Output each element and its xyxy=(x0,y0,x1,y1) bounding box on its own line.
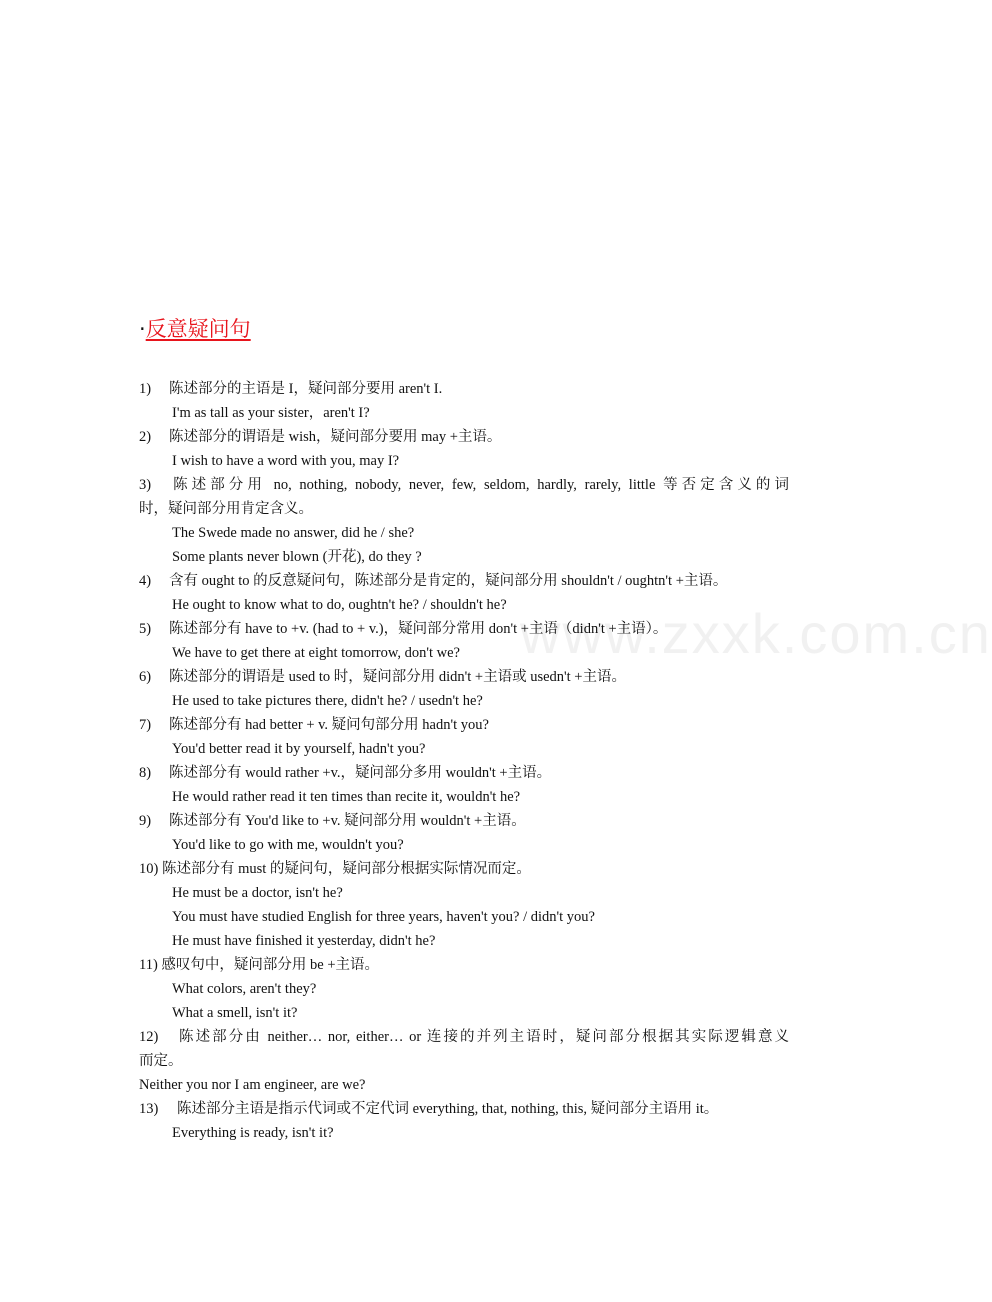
example-line: Everything is ready, isn't it? xyxy=(172,1125,334,1141)
rule-text: 陈述部分的谓语是 used to 时，疑问部分用 didn't +主语或 usedn't +主语。 xyxy=(169,669,626,685)
rule-text: 陈述部分主语是指示代词或不定代词 everything, that, nothing, this, 疑问部分主语用 it。 xyxy=(177,1101,719,1117)
rule-line xyxy=(139,569,789,593)
example-line: He ought to know what to do, oughtn't he? / shouldn't he? xyxy=(172,597,507,613)
rule-text: 陈述部分有 must 的疑问句，疑问部分根据实际情况而定。 xyxy=(161,861,531,877)
title-bullet: · xyxy=(139,317,146,341)
example-line: He used to take pictures there, didn't he? / usedn't he? xyxy=(172,693,483,709)
example-line: We have to get there at eight tomorrow, don't we? xyxy=(172,645,460,661)
item-number: 12) xyxy=(139,1029,159,1045)
rule-line xyxy=(139,809,789,833)
item-number: 6) xyxy=(139,669,152,685)
rule-line xyxy=(139,1097,789,1121)
rule-line xyxy=(139,1025,789,1049)
example-line: I'm as tall as your sister，aren't I? xyxy=(172,405,370,421)
rule-text: 感叹句中，疑问部分用 be +主语。 xyxy=(161,957,380,973)
rule-text: 陈述部分有 have to +v. (had to + v.)，疑问部分常用 don't +主语（didn't +主语）。 xyxy=(169,621,668,637)
item-number: 1) xyxy=(139,381,152,397)
item-number: 10) xyxy=(139,861,159,877)
rule-continuation: 而定。 xyxy=(139,1053,183,1069)
example-line: What a smell, isn't it? xyxy=(172,1005,298,1021)
rule-continuation: 时，疑问部分用肯定含义。 xyxy=(139,501,313,517)
example-line: You'd better read it by yourself, hadn't you? xyxy=(172,741,426,757)
item-number: 4) xyxy=(139,573,152,589)
item-number: 13) xyxy=(139,1101,159,1117)
rule-text: 陈述部分有 would rather +v.，疑问部分多用 wouldn't +主语。 xyxy=(169,765,552,781)
item-number: 7) xyxy=(139,717,152,733)
example-line: He must have finished it yesterday, didn't he? xyxy=(172,933,436,949)
rule-text: 含有 ought to 的反意疑问句，陈述部分是肯定的，疑问部分用 shouldn't / oughtn't +主语。 xyxy=(169,573,728,589)
item-number: 9) xyxy=(139,813,152,829)
watermark: www.zxxk.com.cn xyxy=(520,602,992,665)
example-line: He would rather read it ten times than recite it, wouldn't he? xyxy=(172,789,521,805)
example-line: What colors, aren't they? xyxy=(172,981,317,997)
item-number: 2) xyxy=(139,429,152,445)
rule-text: 陈述部分有 had better + v. 疑问句部分用 hadn't you? xyxy=(169,717,489,733)
example-line: Some plants never blown (开花), do they ? xyxy=(172,549,422,565)
rule-line xyxy=(139,953,789,977)
title-text: 反意疑问句 xyxy=(145,317,251,341)
rule-text: 陈述部分的主语是 I，疑问部分要用 aren't I. xyxy=(169,381,443,397)
example-line: Neither you nor I am engineer, are we? xyxy=(139,1077,366,1093)
page-title xyxy=(139,314,251,344)
rule-line xyxy=(139,425,789,449)
rule-line xyxy=(139,761,789,785)
item-number: 11) xyxy=(139,957,158,973)
example-line: The Swede made no answer, did he / she? xyxy=(172,525,415,541)
rule-text: 陈述部分由 neither… nor, either… or 连接的并列主语时，疑问部分根据其实际逻辑意义 xyxy=(177,1029,789,1045)
example-line: You must have studied English for three years, haven't you? / didn't you? xyxy=(172,909,595,925)
rule-line xyxy=(139,473,789,497)
rule-line xyxy=(139,713,789,737)
item-number: 3) xyxy=(139,477,152,493)
rule-line xyxy=(139,377,789,401)
rule-text: 陈述部分用 no, nothing, nobody, never, few, seldom, hardly, rarely, little 等否定含义的词 xyxy=(169,477,789,493)
rule-line xyxy=(139,857,789,881)
item-number: 5) xyxy=(139,621,152,637)
example-line: You'd like to go with me, wouldn't you? xyxy=(172,837,404,853)
rule-text: 陈述部分的谓语是 wish，疑问部分要用 may +主语。 xyxy=(169,429,502,445)
rule-text: 陈述部分有 You'd like to +v. 疑问部分用 wouldn't +主语。 xyxy=(169,813,526,829)
rule-line xyxy=(139,665,789,689)
rule-line xyxy=(139,617,789,641)
example-line: He must be a doctor, isn't he? xyxy=(172,885,343,901)
example-line: I wish to have a word with you, may I? xyxy=(172,453,400,469)
item-number: 8) xyxy=(139,765,152,781)
